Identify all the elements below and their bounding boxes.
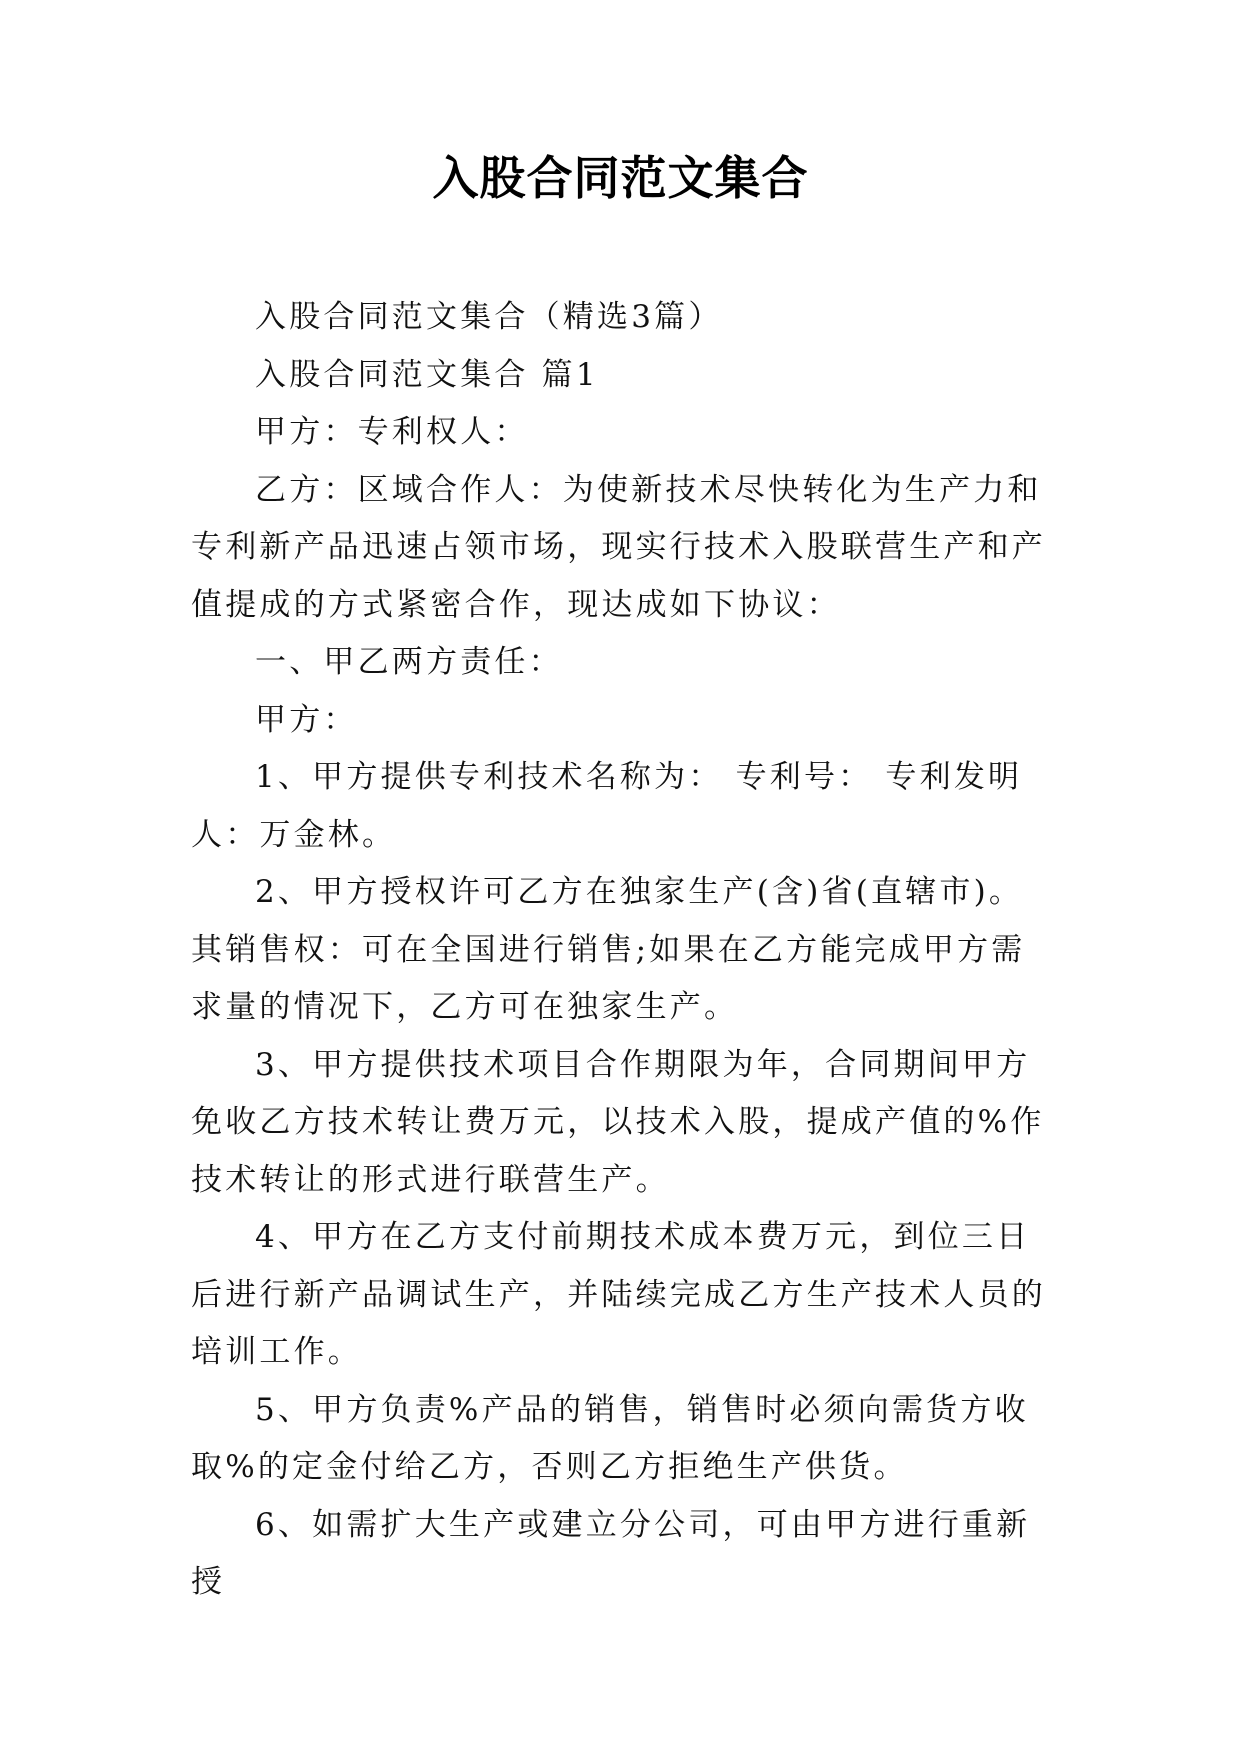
paragraph-party-b: 乙方：区域合作人：为使新技术尽快转化为生产力和专利新产品迅速占领市场，现实行技术入股联营生产和产值提成的方式紧密合作，现达成如下协议： bbox=[191, 471, 1046, 623]
paragraph-clause-4: 4、甲方在乙方支付前期技术成本费万元，到位三日后进行新产品调试生产，并陆续完成乙方生产技术人员的培训工作。 bbox=[191, 1219, 1046, 1370]
paragraph-clause-6: 6、如需扩大生产或建立分公司，可由甲方进行重新授 bbox=[191, 1506, 1031, 1600]
paragraph-responsibilities-heading: 一、甲乙两方责任： bbox=[255, 644, 563, 680]
paragraph-party-a: 甲方：专利权人： bbox=[255, 414, 529, 450]
paragraph-clause-3: 3、甲方提供技术项目合作期限为年，合同期间甲方免收乙方技术转让费万元，以技术入股，提成产值的%作技术转让的形式进行联营生产。 bbox=[191, 1046, 1045, 1198]
paragraph-clause-1: 1、甲方提供专利技术名称为： 专利号： 专利发明人：万金林。 bbox=[191, 759, 1023, 853]
document-body bbox=[191, 289, 1053, 1612]
paragraph-clause-5: 5、甲方负责%产品的销售，销售时必须向需货方收取%的定金付给乙方，否则乙方拒绝生产供货。 bbox=[191, 1391, 1029, 1485]
document-title: 入股合同范文集合 bbox=[432, 151, 809, 205]
paragraph-section-heading: 入股合同范文集合 篇1 bbox=[255, 356, 599, 393]
paragraph-intro: 入股合同范文集合（精选3篇） bbox=[255, 299, 723, 335]
paragraph-clause-2: 2、甲方授权许可乙方在独家生产(含)省(直辖市)。其销售权：可在全国进行销售;如果在乙方能完成甲方需求量的情况下，乙方可在独家生产。 bbox=[191, 874, 1026, 1025]
paragraph-party-a-label: 甲方： bbox=[255, 701, 358, 738]
